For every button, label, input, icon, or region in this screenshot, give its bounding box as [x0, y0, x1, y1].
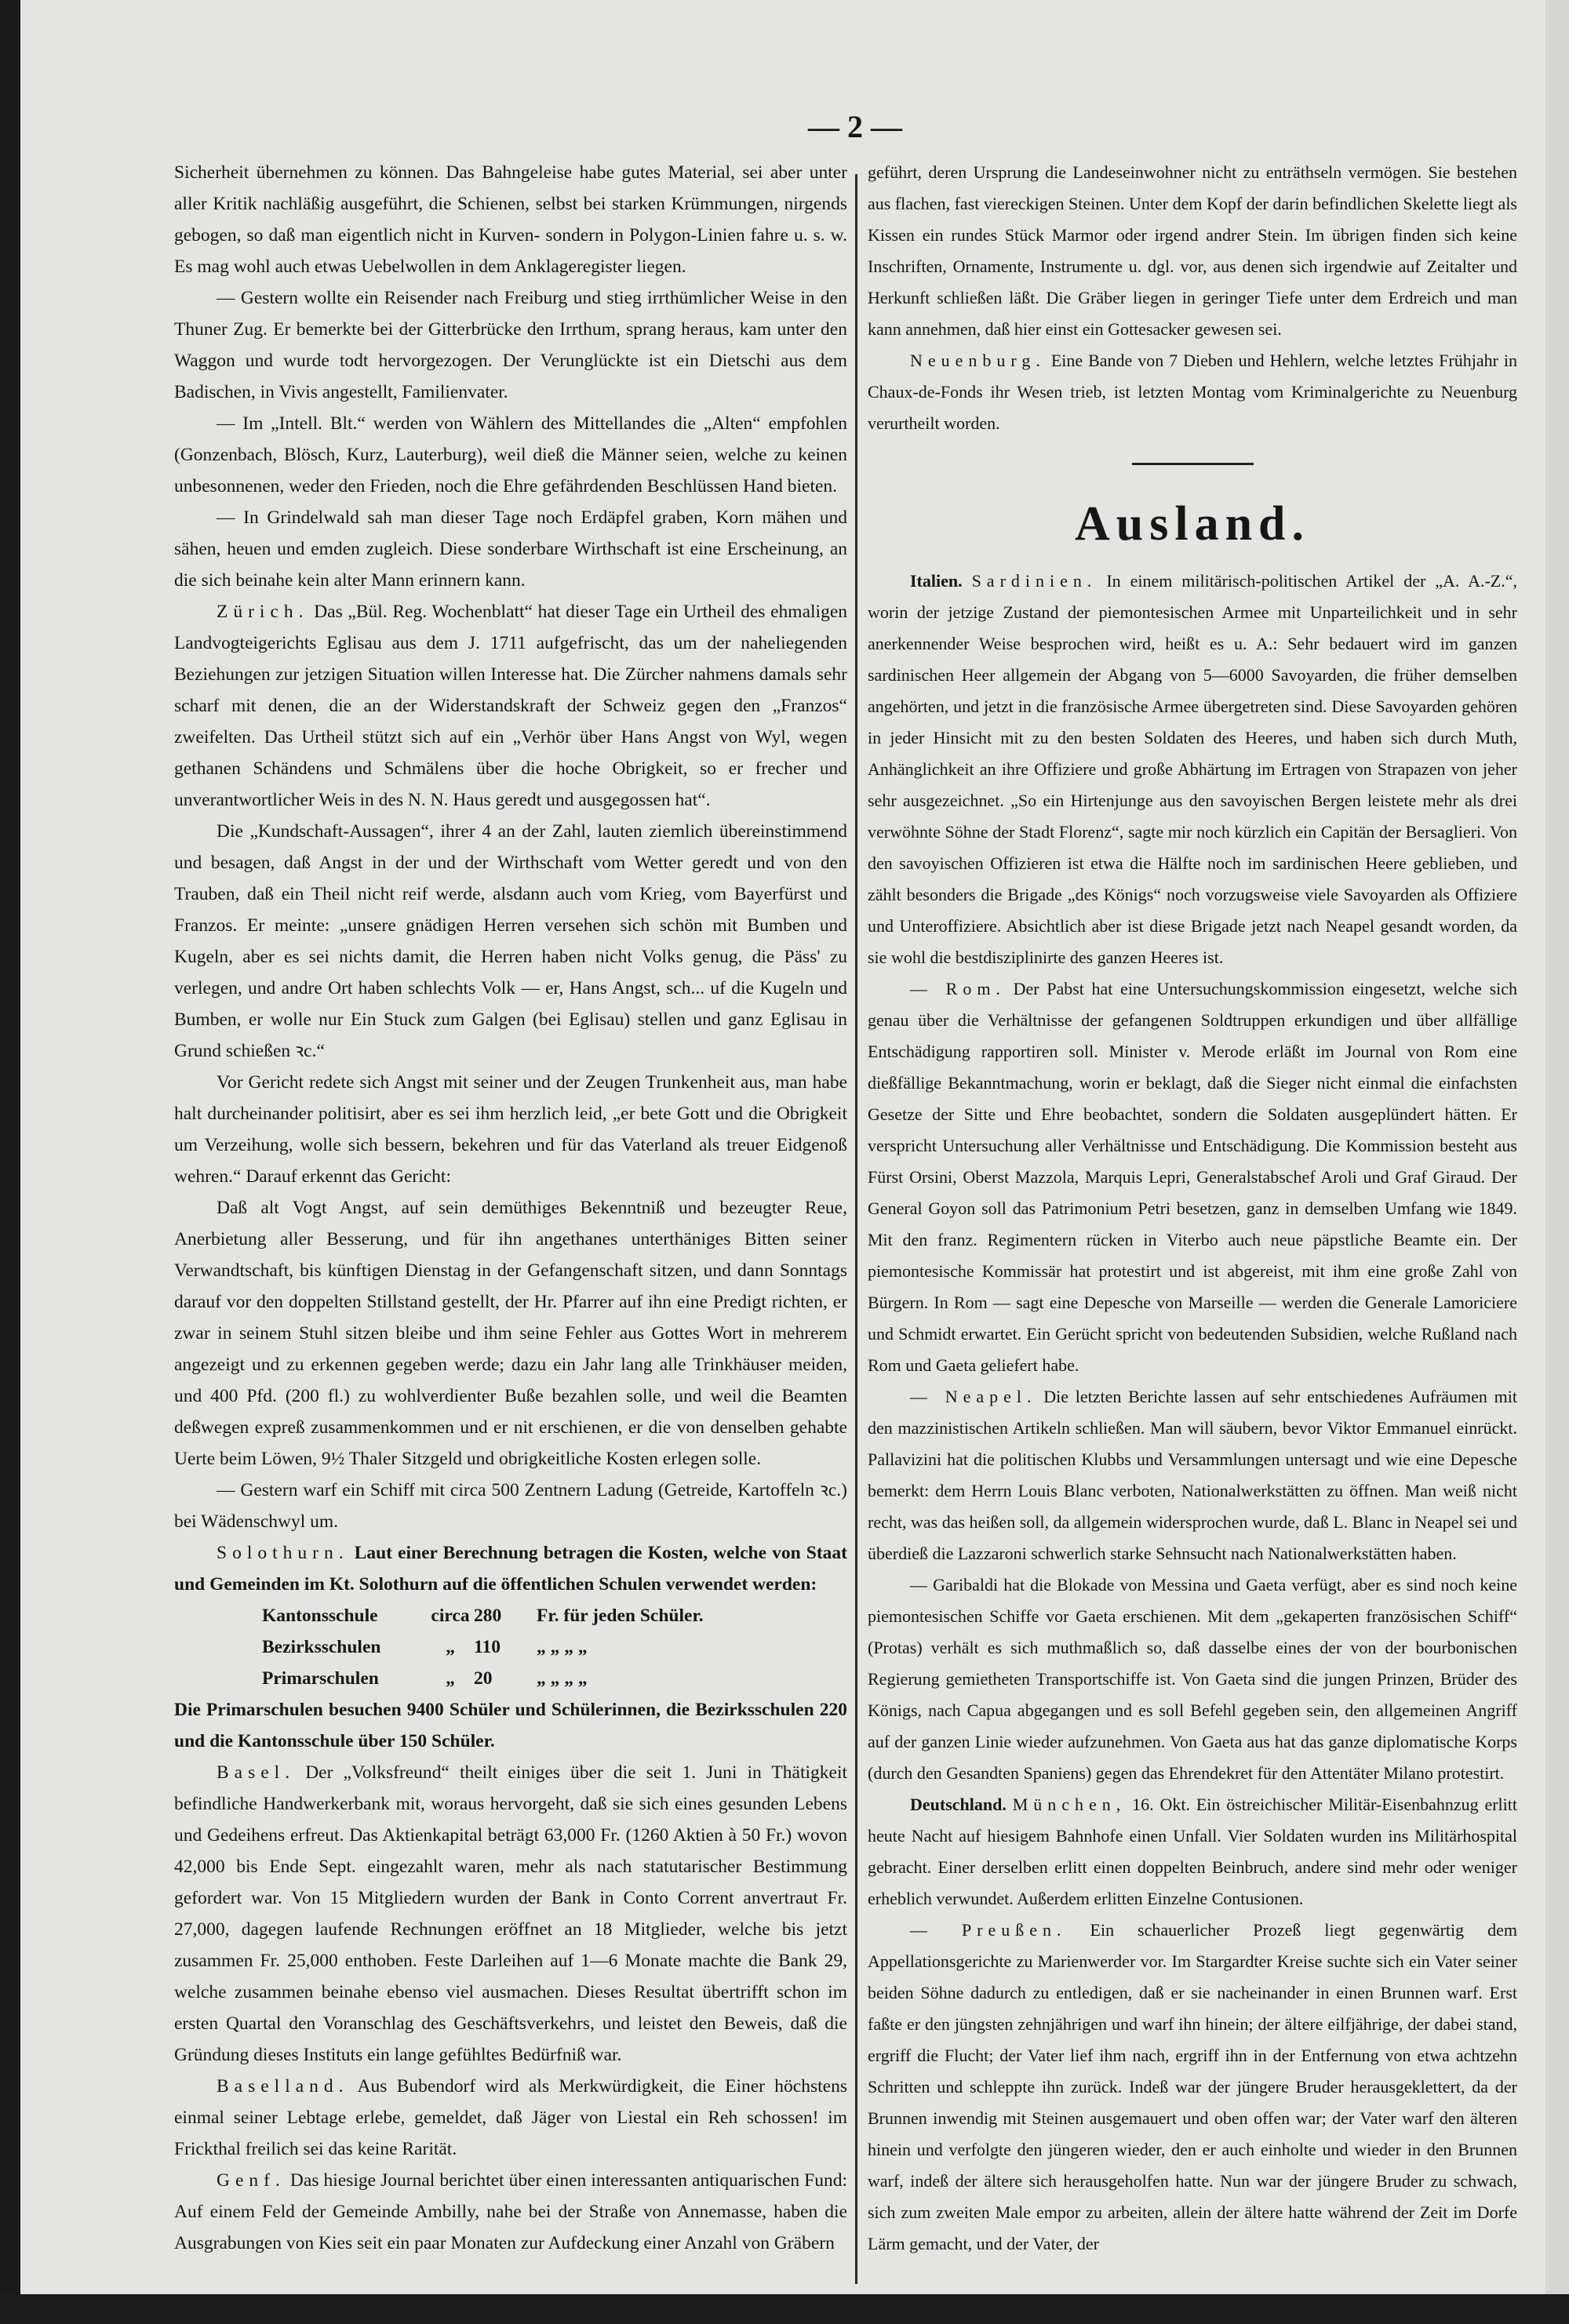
article-zurich	[174, 596, 847, 816]
article-deutschland	[868, 1789, 1517, 1915]
article-paragraph: — In Grindelwald sah man dieser Tage noch Erdäpfel graben, Korn mähen und sähen, heuen und emden zugleich. Diese sonderbare Wirthschaft ist eine Erscheinung, an die sich beinahe kein alter Mann erinnern kann.	[174, 507, 847, 591]
unit: Fr. für jeden Schüler.	[537, 1606, 704, 1626]
amount: 20	[474, 1668, 493, 1689]
article-solothurn	[174, 1537, 847, 1600]
dateline: Sardinien.	[971, 571, 1098, 591]
unit: „ „ „ „	[537, 1668, 588, 1689]
article-paragraph: Vor Gericht redete sich Angst mit seiner und der Zeugen Trunkenheit aus, man habe halt durcheinander politisirt, aber es sei ihm herzlich leid, „er bete Gott und die Obrigkeit um Verzeihung, wolle sich bessern, bekehren und für das Vaterland als treuer Eidgenoß wehren.“ Darauf erkennt das Gericht:	[174, 1072, 847, 1187]
table-row	[262, 1600, 847, 1631]
amount: 280	[474, 1606, 502, 1626]
country-heading: Deutschland.	[910, 1795, 1007, 1814]
left-column	[174, 157, 847, 2259]
article-text: Der „Volksfreund“ theilt einiges über die seit 1. Juni in Thätigkeit befindliche Handwerkerbank mit, woraus hervorgeht, daß sie sich eines gesunden Lebens und Gedeihens erfreut. Das Aktienkapital beträgt 63,000 Fr. (1260 Aktien à 50 Fr.) wovon 42,000 bis Ende Sept. eingezahlt waren, mehr als nach statutarischer Bestimmung gefordert war. Von 15 Mitgliedern wurden der Bank in Conto Corrent anvertraut Fr. 27,000, dagegen laufende Rechnungen eröffnet an 18 Mitglieder, welche bis jetzt zusammen Fr. 25,000 enthoben. Feste Darleihen auf 1—6 Monate machte die Bank 29, welche zusammen beinahe ebenso viel ausmachen. Dieses Resultat übertrifft schon im ersten Quartal den Voranschlag des Geschäftsverkehrs, und leistet den Beweis, daß die Gründung dieses Instituts ein lange gefühltes Bedürfniß war.	[174, 1762, 847, 2065]
article-paragraph: — Im „Intell. Blt.“ werden von Wählern des Mittellandes die „Alten“ empfohlen (Gonzenbach, Blösch, Kurz, Lauterburg), weil dieß die Männer seien, welche zu keinen unbesonnenen, weder den Frieden, noch die Ehre gefährdenden Beschlüssen Hand bieten.	[174, 413, 847, 496]
school-name: Bezirksschulen	[262, 1637, 381, 1657]
unit: „ „ „ „	[537, 1637, 588, 1657]
article-paragraph: — Gestern wollte ein Reisender nach Freiburg und stieg irrthümlicher Weise in den Thuner Zug. Er bemerkte bei der Gitterbrücke den Irrthum, sprang heraus, kam unter den Waggon und wurde todt hervorgezogen. Der Verunglückte ist ein Dietschi aus dem Badischen, in Vivis angestellt, Familienvater.	[174, 288, 847, 402]
article-italien	[868, 566, 1517, 973]
dateline: Neuenburg.	[910, 351, 1046, 370]
dateline: Basel.	[217, 1762, 296, 1783]
qualifier: „	[446, 1637, 455, 1657]
article-text: Der Pabst hat eine Untersuchungskommission eingesetzt, welche sich genau über die Verhältnisse der gefangenen Soldtruppen erkundigen und über allfällige Entschädigung rapportiren soll. Minister v. Merode erläßt im Journal von Rom eine dießfällige Bekanntmachung, worin er beklagt, daß die Sieger nicht einmal die einfachsten Gesetze der Sitte und Ehre beobachtet, sondern die Soldaten ausgeplündert hätten. Er verspricht Untersuchung aller Verhältnisse und Entschädigung. Die Kommission besteht aus Fürst Orsini, Oberst Mazzola, Marquis Lepri, Generalstabschef Aroli und Graf Giraud. Der General Goyon soll das Patrimonium Petri besetzen, ganz in demselben Umfang wie 1849. Mit den franz. Regimentern rücken in Viterbo auch neue päpstliche Beamte ein. Der piemontesische Kommissär hat protestirt und ist abgereist, mit ihm eine große Zahl von Bürgern. In Rom — sagt eine Depesche von Marseille — werden die Generale Lamoriciere und Schmidt erwartet. Ein Gerücht spricht von bedeutenden Subsidien, welche Rußland nach Rom und Gaeta geliefert habe.	[868, 979, 1518, 1375]
article-text: In einem militärisch-politischen Artikel der „A. A.-Z.“, worin der jetzige Zustand der piemontesischen Armee mit Unparteilichkeit und in sehr anerkennender Weise besprochen wird, heißt es u. A.: Sehr bedauert wird im ganzen sardinischen Heer allgemein der Abgang von 5—6000 Savoyarden, die früher demselben angehörten, und jetzt in die französische Armee übergetreten sind. Diese Savoyarden gehören in jeder Hinsicht mit zu den besten Soldaten des Heeres, und haben sich durch Muth, Anhänglichkeit an ihre Offiziere und große Abhärtung im Ertragen von Strapazen von jeher sehr ausgezeichnet. „So ein Hirtenjunge aus den savoyischen Bergen leistete mehr als drei verwöhnte Söhne der Stadt Florenz“, sagte mir noch kürzlich ein Capitän der Bersaglieri. Von den savoyischen Offizieren ist etwa die Hälfte noch im sardinischen Heere geblieben, und zählt besonders die Brigade „des Königs“ noch vorzugsweise viele Savoyarden als Offiziere und Unteroffiziere. Absichtlich aber ist diese Brigade jetzt nach Neapel gesandt worden, da sie wohl die bestdisziplinirte des ganzen Heeres ist.	[868, 571, 1518, 967]
dateline: — Rom.	[910, 979, 1006, 998]
page-number: — 2 —	[808, 109, 902, 144]
article-paragraph: Die „Kundschaft-Aussagen“, ihrer 4 an der Zahl, lauten ziemlich übereinstimmend und besagen, daß Angst in der und der Wirthschaft vom Wetter geredt und von den Trauben, daß ein Theil nicht reif werde, alsdann auch vom Krieg, vom Bayerfürst und Franzos. Er meinte: „unsere gnädigen Herren versehen sich schön mit Bumben und Kugeln, aber es sei nichts damit, die Herren haben nicht Volks genug, die Päss' zu verlegen, und andre Ort haben schlechts Volk — er, Hans Angst, sch... uf die Kugeln und Bumben, er wolle nur Ein Stuck zum Galgen (bei Eglisau) stellen und ganz Eglisau in Grund schießen ꝛc.“	[174, 821, 847, 1061]
article-text: Das hiesige Journal berichtet über einen interessanten antiquarischen Fund: Auf einem Feld der Gemeinde Ambilly, nahe bei der Straße von Annemasse, haben die Ausgrabungen von Kies seit ein paar Monaten zur Aufdeckung einer Anzahl von Gräbern	[174, 2170, 848, 2253]
section-heading: Ausland.	[1074, 497, 1311, 551]
article-paragraph: — Gestern warf ein Schiff mit circa 500 Zentnern Ladung (Getreide, Kartoffeln ꝛc.) bei Wädenschwyl um.	[174, 1480, 847, 1532]
article-baselland	[174, 2071, 847, 2165]
qualifier: „	[446, 1668, 455, 1689]
dateline: Solothurn.	[217, 1543, 349, 1563]
dateline: — Neapel.	[910, 1387, 1037, 1406]
article-text: Das „Bül. Reg. Wochenblatt“ hat dieser Tage ein Urtheil des ehmaligen Landvogteigerichts Eglisau aus dem J. 1711 aufgefrischt, das um der naheliegenden Beziehungen zur jetzigen Situation willen Interesse hat. Die Zürcher nahmens damals sehr scharf mit denen, die an der Widerstandskraft der Schweiz gegen den „Franzos“ zweifelten. Das Urtheil stützt sich auf ein „Verhör über Hans Angst von Wyl, wegen gethanen Schändens und Schmälens über die hoche Obrigkeit, so er frecher und unverantwortlicher Weis in des N. N. Haus geredt und ausgegossen hat“.	[174, 602, 847, 810]
table-row	[262, 1663, 847, 1694]
article-preussen	[868, 1915, 1517, 2260]
article-neuenburg	[868, 345, 1517, 439]
country-heading: Italien.	[910, 571, 963, 591]
article-text: Eine Bande von 7 Dieben und Hehlern, welche letztes Frühjahr in Chaux-de-Fonds ihr Wesen trieb, ist letzten Montag vom Kriminalgerichte zu Neuenburg verurtheilt worden.	[868, 351, 1517, 433]
article-paragraph: geführt, deren Ursprung die Landeseinwohner nicht zu enträthseln vermögen. Sie bestehen aus flachen, fast viereckigen Steinen. Unter dem Kopf der darin befindlichen Skelette liegt als Kissen ein rundes Stück Marmor oder irgend andrer Stein. Im übrigen finden sich keine Inschriften, Ornamente, Instrumente u. dgl. vor, aus denen sich irgendwie auf Zeitalter und Herkunft schließen läßt. Die Gräber liegen in geringer Tiefe unter dem Erdreich und man kann annehmen, daß hier einst ein Gottesacker gewesen sei.	[868, 162, 1517, 339]
article-basel	[174, 1757, 847, 2071]
article-text: 16. Okt. Ein östreichischer Militär-Eisenbahnzug erlitt heute Nacht auf hiesigem Bahnhofe einen Unfall. Vier Soldaten wurden ins Militärhospital gebracht. Einer derselben erlitt einen doppelten Beinbruch, andere sind mehr oder weniger erheblich verwundet. Außerdem erlitten Einzelne Contusionen.	[868, 1795, 1518, 1908]
article-text: Aus Bubendorf wird als Merkwürdigkeit, die Einer höchstens einmal seiner Lebtage erlebe, gemeldet, daß Jäger von Liestal ein Reh schossen! im Frickthal freilich sei das keine Rarität.	[174, 2076, 847, 2159]
dateline: — Preußen.	[910, 1920, 1067, 1940]
dateline: München,	[1012, 1795, 1127, 1814]
column-divider	[855, 174, 857, 2284]
article-paragraph: Daß alt Vogt Angst, auf sein demüthiges Bekenntniß und bezeugter Reue, Anerbietung aller Besserung, und für ihn angethanes unterthäniges Bitten seiner Verwandtschaft, bis künftigen Dienstag in der Gefangenschaft sitzen, und dann Sonntags darauf vor den doppelten Stillstand gestellt, der Hr. Pfarrer auf ihn eine Predigt richten, er zwar in seinem Stuhl sitzen bleibe und ihm seine Fehler aus Gottes Wort in mehrerem angezeigt und zu erkennen gegeben werde; dazu ein Jahr lang alle Trinkhäuser meiden, und 400 Pfd. (200 fl.) zu wohlverdienter Buße bezahlen solle, und weil die Beamten deßwegen expreß zusammenkommen und er nit erschienen, er die von denselben gehabte Uerte beim Löwen, 9½ Thaler Sitzgeld und obrigkeitliche Kosten erlegen solle.	[174, 1198, 847, 1469]
school-costs-table	[262, 1600, 847, 1694]
section-divider	[1132, 463, 1254, 465]
scan-edge-bottom	[0, 2294, 1569, 2324]
table-row	[262, 1631, 847, 1663]
article-text: Die letzten Berichte lassen auf sehr entschiedenes Aufräumen mit den mazzinistischen Artikeln schließen. Man will säubern, bevor Viktor Emmanuel einrückt. Pallavizini hat die politischen Klubbs und Versammlungen untersagt und wie eine Depesche bemerkt: dem Herrn Louis Blanc verboten, Nationalwerkstätten zu öffnen. Man weiß nicht recht, was das heißen soll, da allgemein widersprochen wurde, daß L. Blanc in Neapel sei und überdieß die Lazzaroni schwerlich starke Sehnsucht nach Nationalwerkstätten haben.	[868, 1387, 1518, 1563]
dateline: Genf.	[217, 2170, 286, 2191]
article-text: Laut einer Berechnung betragen die Kosten, welche von Staat und Gemeinden im Kt. Solothurn auf die öffentlichen Schulen verwendet werden:	[174, 1543, 847, 1595]
article-rom	[868, 973, 1517, 1381]
dateline: Zürich.	[217, 602, 309, 622]
article-genf	[174, 2165, 847, 2259]
right-column	[868, 157, 1517, 2260]
scan-edge-left	[0, 0, 20, 2324]
school-name: Primarschulen	[262, 1668, 379, 1689]
scan-edge-right	[1545, 0, 1569, 2324]
school-name: Kantonsschule	[262, 1606, 378, 1626]
qualifier: circa	[431, 1606, 470, 1626]
dateline: Baselland.	[217, 2076, 349, 2097]
article-paragraph: Die Primarschulen besuchen 9400 Schüler und Schülerinnen, die Bezirksschulen 220 und die Kantonsschule über 150 Schüler.	[174, 1700, 847, 1751]
article-neapel	[868, 1381, 1517, 1569]
article-paragraph: — Garibaldi hat die Blokade von Messina und Gaeta verfügt, aber es sind noch keine piemontesischen Schiffe vor Gaeta erschienen. Mit dem „gekaperten französischen Schiff“ (Protas) verhält es sich muthmaßlich so, daß dasselbe eines der von der bourbonischen Regierung gemietheten Transportschiffe ist. Von Gaeta sind die jungen Prinzen, Brüder des Königs, nach Capua abgegangen und es soll Befehl gegeben sein, den allgemeinen Angriff auf der ganzen Linie wieder aufzunehmen. Von Gaeta aus hat das ganze diplomatische Korps (durch den Gesandten Spaniens) gegen das Ehrendekret für den Attentäter Milano protestirt.	[868, 1575, 1517, 1783]
article-text: Ein schauerlicher Prozeß liegt gegenwärtig dem Appellationsgerichte zu Marienwerder vor. Im Stargardter Kreise suchte sich ein Vater seiner beiden Söhne dadurch zu entledigen, daß er sie nacheinander in einen Brunnen warf. Erst faßte er den jüngsten zehnjährigen und warf ihn hinein; der ältere eilfjährige, der dabei stand, ergriff die Flucht; der Vater lief ihm nach, ergriff ihn in der Entfernung von etwa achtzehn Schritten und schleppte ihn zurück. Indeß war der jüngere Bruder herausgeklettert, da der Brunnen inwendig mit Steinen ausgemauert und oben offen war; der Vater warf den älteren hinein und verfolgte den jüngeren wieder, den er auch einholte und wieder in den Brunnen warf, indeß der ältere sich herausgeholfen hatte. Nun war der jüngere Bruder zu schwach, sich zum zweiten Male empor zu arbeiten, allein der ältere hatte während der Zeit im Dorfe Lärm gemacht, und der Vater, der	[868, 1920, 1517, 2253]
article-paragraph: Sicherheit übernehmen zu können. Das Bahngeleise habe gutes Material, sei aber unter aller Kritik nachläßig ausgeführt, die Schienen, selbst bei starken Krümmungen, nirgends gebogen, so daß man eigentlich nicht in Kurven- sondern in Polygon-Linien fahre u. s. w. Es mag wohl auch etwas Uebelwollen in dem Anklageregister liegen.	[174, 162, 847, 277]
amount: 110	[474, 1637, 501, 1657]
